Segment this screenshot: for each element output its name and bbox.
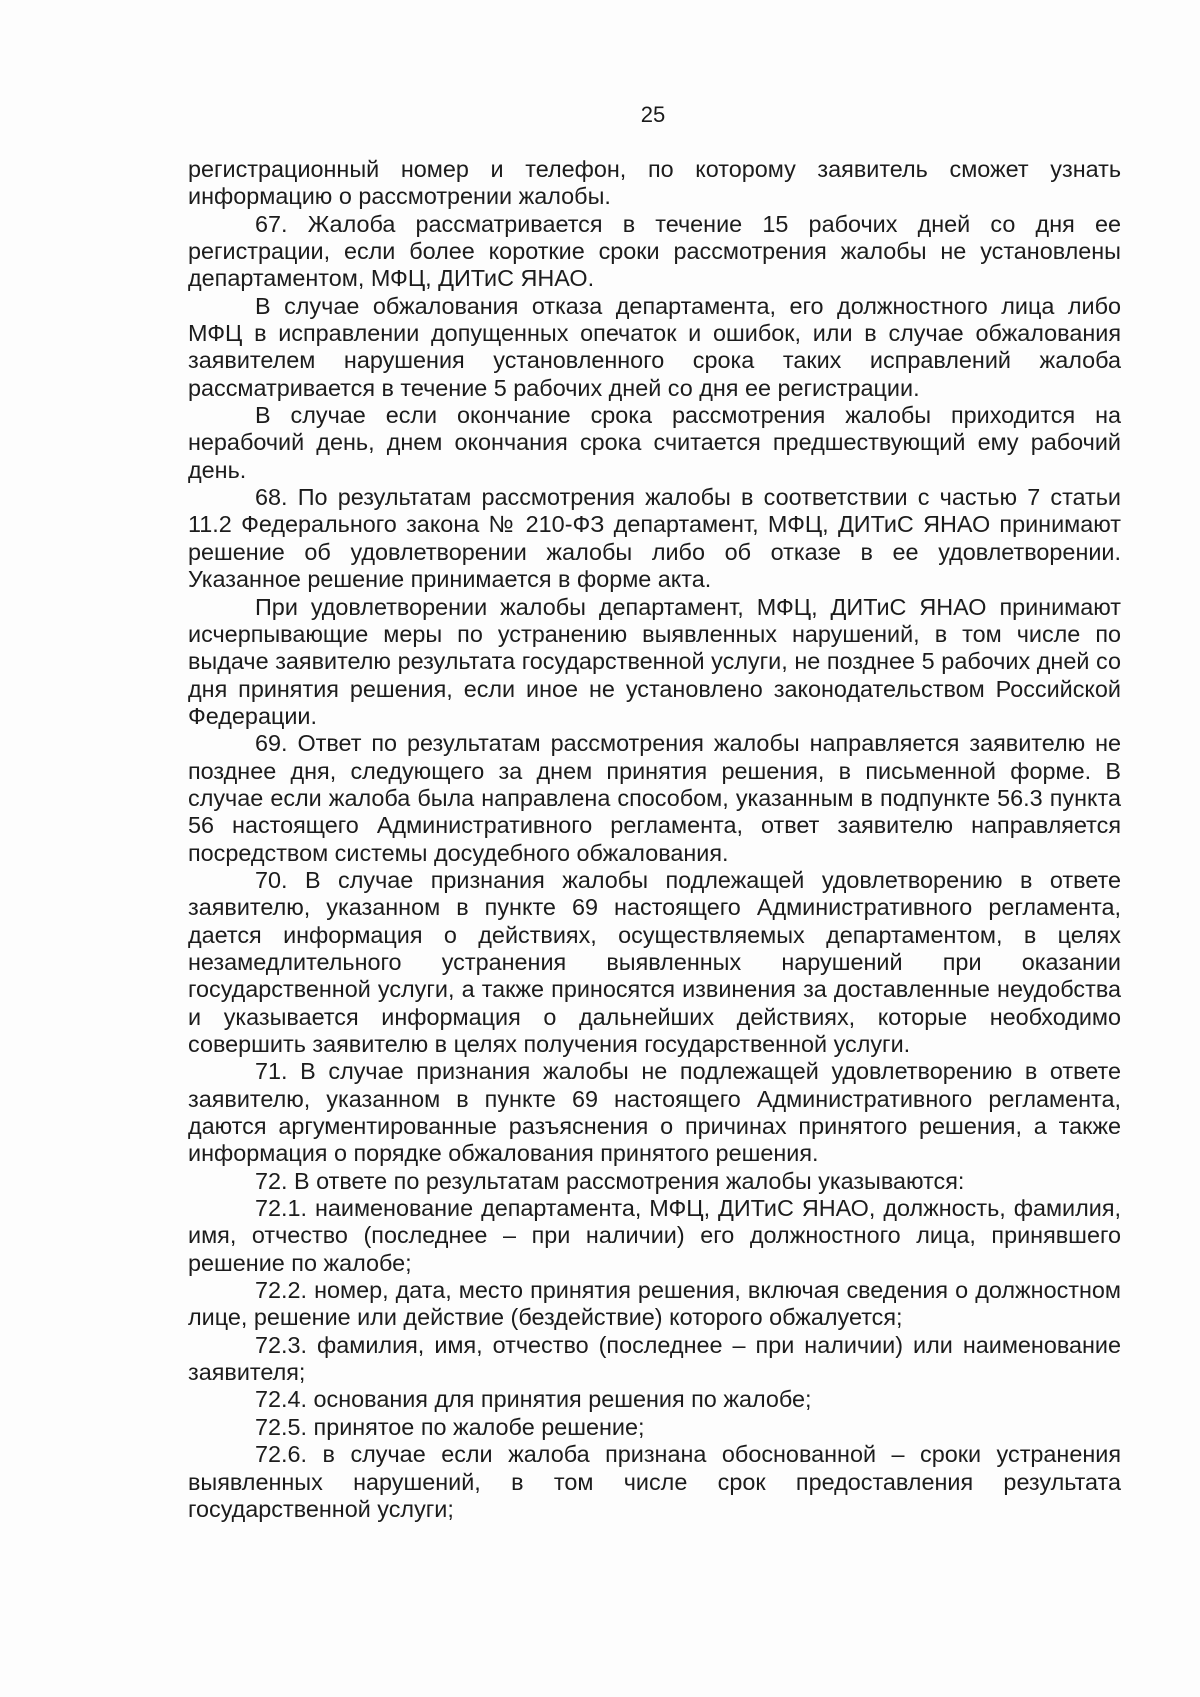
paragraph: 72.3. фамилия, имя, отчество (последнее – при наличии) или наименование заявителя; [188,1331,1121,1386]
paragraph: 71. В случае признания жалобы не подлежащей удовлетворению в ответе заявителю, указанном в пункте 69 настоящего Административного регламента, даются аргументированные разъяснения о причинах принятого решения, а также информация о порядке обжалования принятого решения. [188,1058,1121,1167]
paragraph: 72. В ответе по результатам рассмотрения жалобы указываются: [255,1167,965,1194]
paragraph: 72.5. принятое по жалобе решение; [255,1413,645,1440]
paragraph: 72.6. в случае если жалоба признана обоснованной – сроки устранения выявленных нарушений, в том числе срок предоставления результата государственной услуги; [188,1441,1121,1522]
paragraph: В случае если окончание срока рассмотрения жалобы приходится на нерабочий день, днем окончания срока считается предшествующий ему рабочий день. [188,402,1121,483]
paragraph: 68. По результатам рассмотрения жалобы в соответствии с частью 7 статьи 11.2 Федерального закона № 210-ФЗ департамент, МФЦ, ДИТиС ЯНАО принимают решение об удовлетворении жалобы либо об отказе в ее удовлетворении. Указанное решение принимается в форме акта. [188,484,1121,593]
paragraph: регистрационный номер и телефон, по которому заявитель сможет узнать информацию о рассмотрении жалобы. [188,156,1121,210]
paragraph: 70. В случае признания жалобы подлежащей удовлетворению в ответе заявителю, указанном в пункте 69 настоящего Административного регламента, дается информация о действиях, осуществляемых департаментом, в целях незамедлительного устранения выявленных нарушений при оказании государственной услуги, а также приносятся извинения за доставленные неудобства и указывается информация о дальнейших действиях, которые необходимо совершить заявителю в целях получения государственной услуги. [188,866,1121,1057]
paragraph: 72.2. номер, дата, место принятия решения, включая сведения о должностном лице, решение или действие (бездействие) которого обжалуется; [188,1277,1121,1331]
page-number: 25 [640,102,666,127]
paragraph: 72.1. наименование департамента, МФЦ, ДИТиС ЯНАО, должность, фамилия, имя, отчество (последнее – при наличии) его должностного лица, принявшего решение по жалобе; [188,1195,1121,1276]
document-body [188,156,1121,1523]
paragraph: 67. Жалоба рассматривается в течение 15 рабочих дней со дня ее регистрации, если более короткие сроки рассмотрения жалобы не установлены департаментом, МФЦ, ДИТиС ЯНАО. [188,210,1121,292]
paragraph: 72.4. основания для принятия решения по жалобе; [255,1386,812,1413]
paragraph: 69. Ответ по результатам рассмотрения жалобы направляется заявителю не позднее дня, следующего за днем принятия решения, в письменной форме. В случае если жалоба была направлена способом, указанным в подпункте 56.3 пункта 56 настоящего Административного регламента, ответ заявителю направляется посредством системы досудебного обжалования. [188,730,1121,866]
paragraph: В случае обжалования отказа департамента, его должностного лица либо МФЦ в исправлении допущенных опечаток и ошибок, или в случае обжалования заявителем нарушения установленного срока таких исправлений жалоба рассматривается в течение 5 рабочих дней со дня ее регистрации. [188,292,1121,401]
paragraph: При удовлетворении жалобы департамент, МФЦ, ДИТиС ЯНАО принимают исчерпывающие меры по устранению выявленных нарушений, в том числе по выдаче заявителю результата государственной услуги, не позднее 5 рабочих дней со дня принятия решения, если иное не установлено законодательством Российской Федерации. [188,593,1121,729]
